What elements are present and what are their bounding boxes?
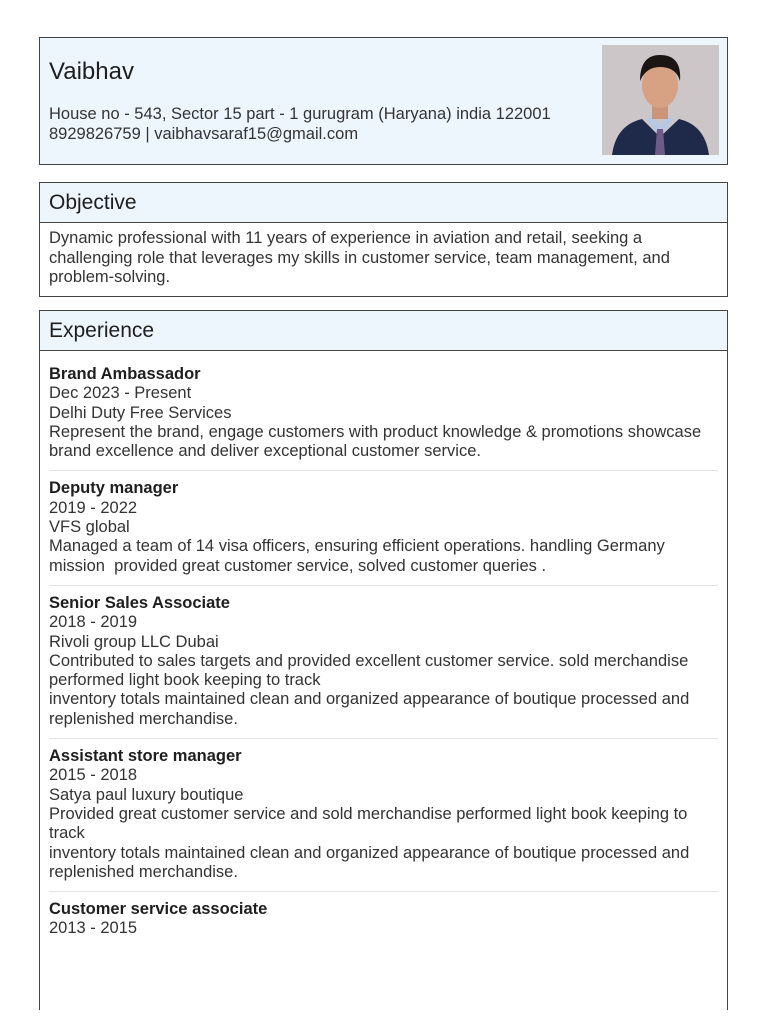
contact-line: 8929826759 | vaibhavsaraf15@gmail.com: [49, 125, 359, 143]
address-line: House no - 543, Sector 15 part - 1 gurugram (Haryana) india 122001: [49, 105, 551, 123]
experience-heading: Experience: [40, 311, 727, 351]
job-title: Senior Sales Associate: [49, 593, 230, 612]
portrait-image: [602, 45, 719, 155]
experience-list: [40, 351, 727, 948]
candidate-name: Vaibhav: [49, 58, 134, 85]
job-company: Rivoli group LLC Dubai: [49, 632, 219, 651]
job-description: Managed a team of 14 visa officers, ensuring efficient operations. handling Germany mission provided great customer service, solved customer queries .: [49, 537, 670, 575]
objective-text: Dynamic professional with 11 years of experience in aviation and retail, seeking a challenging role that leverages my skills in customer service, team management, and problem-solving.: [49, 229, 670, 286]
job-description: replenished merchandise.: [49, 709, 238, 728]
job-dates: Dec 2023 - Present: [49, 384, 192, 403]
objective-section: [39, 182, 728, 297]
job-company: VFS global: [49, 518, 130, 537]
profile-header: [39, 37, 728, 165]
job-description: Provided great customer service and sold merchandise performed light book keeping to track: [49, 804, 692, 843]
job-dates: 2019 - 2022: [49, 498, 138, 517]
job-company: Satya paul luxury boutique: [49, 785, 244, 804]
profile-photo: [602, 45, 719, 155]
job-description: inventory totals maintained clean and organized appearance of boutique processed and: [49, 690, 690, 709]
job-title: Deputy manager: [49, 479, 179, 498]
job-description: inventory totals maintained clean and organized appearance of boutique processed and: [49, 843, 690, 862]
job-title: Assistant store manager: [49, 747, 242, 766]
experience-entry: [49, 479, 718, 585]
job-dates: 2013 - 2015: [49, 919, 138, 938]
experience-entry: [49, 747, 718, 892]
experience-section: [39, 310, 728, 1010]
job-title: Customer service associate: [49, 900, 268, 919]
experience-entry: [49, 365, 718, 471]
experience-entry: [49, 594, 718, 739]
job-dates: 2018 - 2019: [49, 613, 138, 632]
contact-block: [49, 104, 551, 144]
job-title: Brand Ambassador: [49, 365, 201, 383]
job-description: Represent the brand, engage customers with product knowledge & promotions showcase brand excellence and deliver exceptional customer service.: [49, 422, 706, 461]
job-description: replenished merchandise.: [49, 862, 238, 881]
objective-heading: Objective: [40, 183, 727, 223]
job-dates: 2015 - 2018: [49, 766, 138, 785]
job-company: Delhi Duty Free Services: [49, 403, 232, 422]
experience-entry: [49, 900, 718, 948]
job-description: Contributed to sales targets and provided excellent customer service. sold merchandise performed light book keeping to track: [49, 651, 693, 690]
resume-page: [39, 37, 728, 1010]
